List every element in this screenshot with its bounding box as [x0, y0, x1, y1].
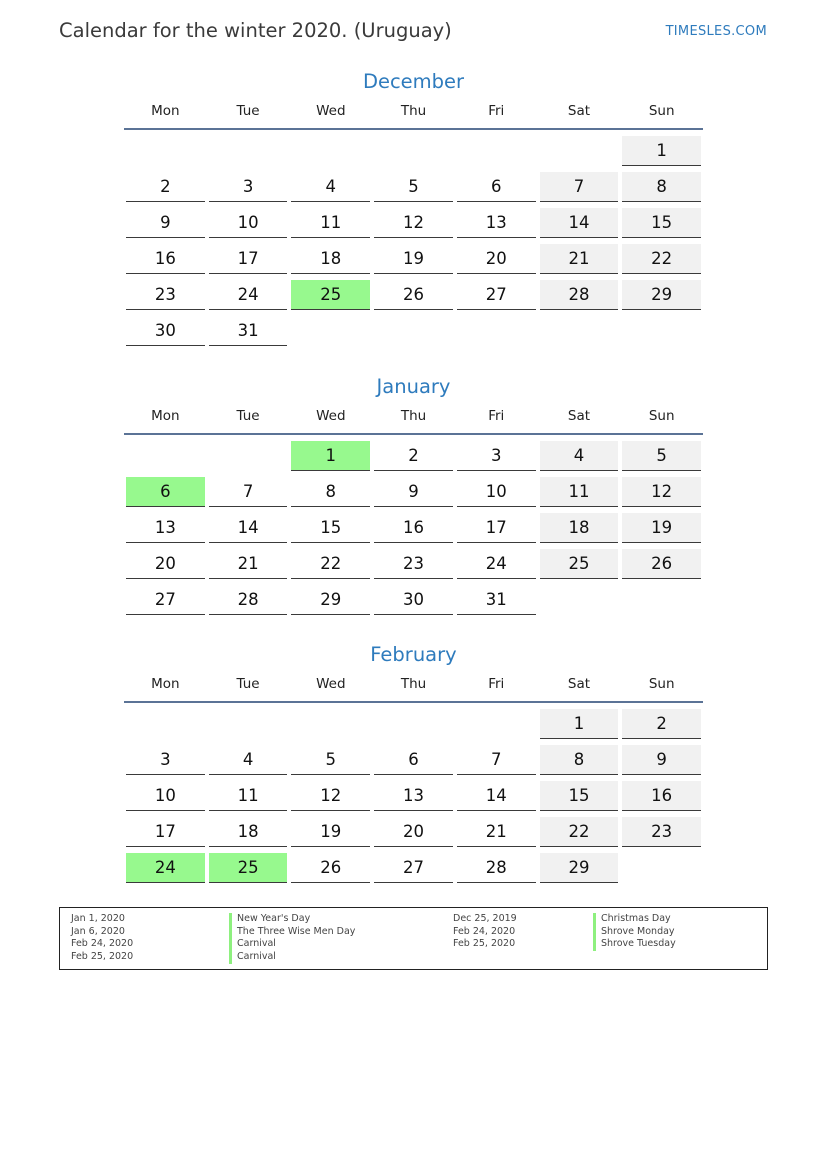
weekday-label: Tue: [236, 676, 260, 692]
day-cell[interactable]: 2: [374, 441, 453, 471]
day-cell[interactable]: 7: [457, 745, 536, 775]
day-cell[interactable]: 20: [126, 549, 205, 579]
weekday-label: Wed: [316, 103, 346, 119]
day-cell[interactable]: 18: [209, 817, 288, 847]
day-cell[interactable]: 12: [374, 208, 453, 238]
day-cell[interactable]: 30: [374, 585, 453, 615]
legend-holiday-name: Shrove Monday: [593, 926, 676, 939]
day-cell[interactable]: 2: [126, 172, 205, 202]
day-cell[interactable]: 10: [457, 477, 536, 507]
weekday-header: [124, 100, 703, 130]
day-cell[interactable]: 8: [622, 172, 701, 202]
week-row: [124, 743, 703, 779]
day-cell[interactable]: 6: [374, 745, 453, 775]
month-title: December: [362, 70, 465, 93]
week-row: [124, 314, 703, 350]
day-cell[interactable]: 18: [540, 513, 619, 543]
day-cell[interactable]: 12: [291, 781, 370, 811]
weekday-label: Sun: [648, 408, 675, 424]
weekday-header: [124, 405, 703, 435]
legend-date: Jan 6, 2020: [71, 925, 125, 937]
day-cell[interactable]: 15: [291, 513, 370, 543]
week-row: [124, 242, 703, 278]
week-row: [124, 170, 703, 206]
day-cell[interactable]: 29: [291, 585, 370, 615]
day-cell[interactable]: 8: [291, 477, 370, 507]
week-row: [124, 779, 703, 815]
legend-date: Feb 25, 2020: [453, 938, 516, 950]
legend-holiday-name: Christmas Day: [593, 913, 676, 926]
day-cell[interactable]: 5: [374, 172, 453, 202]
day-cell[interactable]: 16: [126, 244, 205, 274]
day-cell[interactable]: 15: [622, 208, 701, 238]
day-cell[interactable]: 25: [209, 853, 288, 883]
day-cell[interactable]: 23: [622, 817, 701, 847]
week-row: [124, 851, 703, 887]
day-cell[interactable]: 30: [126, 316, 205, 346]
day-cell[interactable]: 17: [126, 817, 205, 847]
day-cell[interactable]: 29: [622, 280, 701, 310]
day-cell[interactable]: 24: [126, 853, 205, 883]
week-row: [124, 547, 703, 583]
day-cell[interactable]: 10: [209, 208, 288, 238]
day-cell[interactable]: 28: [209, 585, 288, 615]
week-row: [124, 134, 703, 170]
day-cell[interactable]: 6: [457, 172, 536, 202]
day-cell[interactable]: 26: [374, 280, 453, 310]
week-row: [124, 511, 703, 547]
day-cell[interactable]: 27: [374, 853, 453, 883]
weekday-label: Sat: [567, 408, 591, 424]
week-row: [124, 278, 703, 314]
month-title: February: [370, 643, 457, 666]
day-cell[interactable]: 10: [126, 781, 205, 811]
day-cell[interactable]: 3: [126, 745, 205, 775]
weekday-label: Mon: [151, 103, 180, 119]
day-cell[interactable]: 9: [374, 477, 453, 507]
weekday-label: Sat: [567, 103, 591, 119]
page-title: Calendar for the winter 2020. (Uruguay): [59, 19, 452, 42]
day-cell[interactable]: 22: [540, 817, 619, 847]
week-row: [124, 475, 703, 511]
day-cell[interactable]: 14: [457, 781, 536, 811]
day-cell[interactable]: 24: [457, 549, 536, 579]
day-cell[interactable]: 17: [209, 244, 288, 274]
day-cell[interactable]: 4: [209, 745, 288, 775]
day-cell[interactable]: 31: [457, 585, 536, 615]
day-cell[interactable]: 20: [374, 817, 453, 847]
day-cell[interactable]: 13: [457, 208, 536, 238]
day-cell[interactable]: 21: [540, 244, 619, 274]
day-cell[interactable]: 22: [622, 244, 701, 274]
day-cell[interactable]: 4: [540, 441, 619, 471]
day-cell[interactable]: 1: [291, 441, 370, 471]
day-cell[interactable]: 18: [291, 244, 370, 274]
day-cell[interactable]: 29: [540, 853, 619, 883]
day-cell[interactable]: 6: [126, 477, 205, 507]
day-cell[interactable]: 13: [374, 781, 453, 811]
day-cell[interactable]: 28: [457, 853, 536, 883]
day-cell[interactable]: 13: [126, 513, 205, 543]
month-february: [124, 641, 703, 887]
day-cell[interactable]: 22: [291, 549, 370, 579]
legend-date: Feb 24, 2020: [453, 925, 516, 937]
day-cell[interactable]: 7: [540, 172, 619, 202]
day-cell[interactable]: 21: [209, 549, 288, 579]
weekday-header: [124, 673, 703, 703]
weekday-label: Tue: [236, 103, 260, 119]
day-cell[interactable]: 11: [291, 208, 370, 238]
site-link[interactable]: TIMESLES.COM: [665, 24, 767, 39]
legend-date: Dec 25, 2019: [453, 913, 517, 924]
legend-left-names: [229, 913, 355, 964]
legend-holiday-name: Carnival: [229, 938, 355, 951]
weekday-label: Tue: [236, 408, 260, 424]
day-cell[interactable]: 27: [457, 280, 536, 310]
legend-date: Feb 24, 2020: [71, 938, 134, 950]
legend-holiday-name: New Year's Day: [229, 913, 355, 926]
weekday-label: Fri: [488, 676, 505, 692]
weekday-label: Fri: [488, 408, 505, 424]
week-row: [124, 583, 703, 619]
weekday-label: Thu: [400, 676, 427, 692]
day-cell[interactable]: 14: [209, 513, 288, 543]
day-cell[interactable]: 24: [209, 280, 288, 310]
week-row: [124, 206, 703, 242]
day-cell[interactable]: 3: [209, 172, 288, 202]
legend-right-names: [593, 913, 676, 951]
day-cell[interactable]: 19: [291, 817, 370, 847]
day-cell[interactable]: 9: [622, 745, 701, 775]
day-cell[interactable]: 23: [374, 549, 453, 579]
day-cell[interactable]: 21: [457, 817, 536, 847]
day-cell[interactable]: 17: [457, 513, 536, 543]
day-cell[interactable]: 26: [291, 853, 370, 883]
week-row: [124, 815, 703, 851]
weekday-label: Wed: [316, 408, 346, 424]
day-cell[interactable]: 16: [622, 781, 701, 811]
day-cell[interactable]: 1: [540, 709, 619, 739]
day-cell[interactable]: 3: [457, 441, 536, 471]
day-cell[interactable]: 11: [209, 781, 288, 811]
day-cell[interactable]: 23: [126, 280, 205, 310]
day-cell[interactable]: 1: [622, 136, 701, 166]
day-cell[interactable]: 4: [291, 172, 370, 202]
day-cell[interactable]: 19: [622, 513, 701, 543]
legend-left-dates: [71, 913, 133, 964]
day-cell[interactable]: 16: [374, 513, 453, 543]
day-cell[interactable]: 25: [291, 280, 370, 310]
weekday-label: Thu: [400, 103, 427, 119]
month-title: January: [376, 375, 451, 398]
legend-holiday-name: Carnival: [229, 951, 355, 964]
legend-date: Jan 1, 2020: [71, 913, 125, 924]
legend-holiday-name: Shrove Tuesday: [593, 938, 676, 951]
day-cell[interactable]: 5: [622, 441, 701, 471]
day-cell[interactable]: 5: [291, 745, 370, 775]
weekday-label: Sat: [567, 676, 591, 692]
week-row: [124, 439, 703, 475]
legend-right-dates: [453, 913, 517, 951]
day-cell[interactable]: 12: [622, 477, 701, 507]
day-cell[interactable]: 25: [540, 549, 619, 579]
day-cell[interactable]: 26: [622, 549, 701, 579]
day-cell[interactable]: 20: [457, 244, 536, 274]
day-cell[interactable]: 14: [540, 208, 619, 238]
weekday-label: Thu: [400, 408, 427, 424]
day-cell[interactable]: 9: [126, 208, 205, 238]
day-cell[interactable]: 27: [126, 585, 205, 615]
legend-holiday-name: The Three Wise Men Day: [229, 926, 355, 939]
weekday-label: Mon: [151, 408, 180, 424]
day-cell[interactable]: 11: [540, 477, 619, 507]
weekday-label: Wed: [316, 676, 346, 692]
weekday-label: Sun: [648, 676, 675, 692]
day-cell[interactable]: 15: [540, 781, 619, 811]
day-cell[interactable]: 28: [540, 280, 619, 310]
weekday-label: Mon: [151, 676, 180, 692]
month-december: [124, 68, 703, 350]
week-row: [124, 707, 703, 743]
weekday-label: Sun: [648, 103, 675, 119]
holiday-legend: [59, 907, 768, 970]
day-cell[interactable]: 19: [374, 244, 453, 274]
month-january: [124, 373, 703, 619]
day-cell[interactable]: 31: [209, 316, 288, 346]
day-cell[interactable]: 8: [540, 745, 619, 775]
day-cell[interactable]: 7: [209, 477, 288, 507]
legend-date: Feb 25, 2020: [71, 951, 134, 963]
weekday-label: Fri: [488, 103, 505, 119]
day-cell[interactable]: 2: [622, 709, 701, 739]
